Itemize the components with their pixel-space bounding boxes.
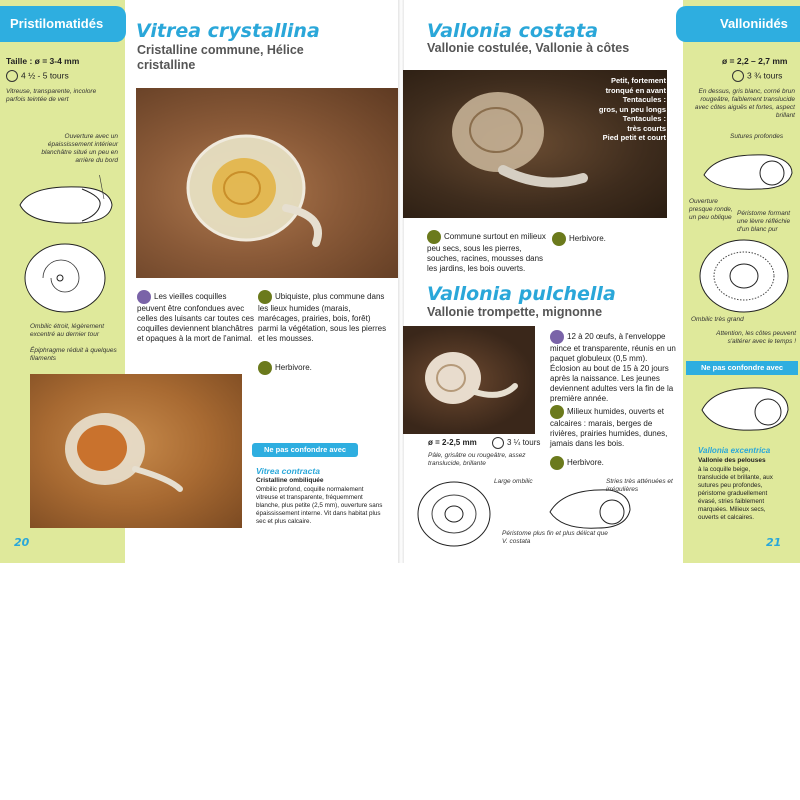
page-number-right: 21 <box>766 536 782 549</box>
shell-side-drawing-right <box>696 145 796 195</box>
shell-bottom-drawing-pulchella <box>414 478 494 550</box>
shell-desc-pulchella: Pâle, grisâtre ou rougeâtre, assez translucide, brillante <box>428 452 526 467</box>
diet-pulchella: Herbivore. <box>550 456 604 470</box>
common-names-costata: Vallonie costulée, Vallonie à côtes <box>427 41 630 55</box>
label-epiphragm: Épiphragme réduit à quelques filaments <box>30 347 117 362</box>
habitat-icon <box>427 230 441 244</box>
spiral-icon <box>492 437 504 449</box>
whorls-label: 4 ½ - 5 tours <box>6 70 69 82</box>
alt-common-left: Cristalline ombiliquée <box>256 477 324 484</box>
sidebar-desc-right: En dessus, gris blanc, corné brun rougeâtre, faiblement translucide avec côtes aiguës et fortes, aspect brillant <box>694 88 795 119</box>
confusion-banner-right: Ne pas confondre avec <box>686 361 798 375</box>
alt-common-right: Vallonie des pelouses <box>698 457 766 464</box>
photo-vitrea-crystallina-2 <box>30 374 242 528</box>
alt-species-left: Vitrea contracta <box>256 466 320 476</box>
species-title-pulchella: Vallonia pulchella <box>427 283 616 305</box>
whorls-right: 3 ¾ tours <box>732 70 782 82</box>
common-names-pulchella: Vallonie trompette, mignonne <box>427 305 603 319</box>
label-warning: Attention, les côtes peuvent s'altérer avec le temps ! <box>716 330 796 345</box>
label-aperture-right: Ouverture presque ronde, un peu oblique <box>689 198 733 221</box>
size-label-right: ø = 2,2 – 2,7 mm <box>722 56 788 66</box>
shell-bottom-drawing-right <box>694 236 794 316</box>
confusion-banner-left: Ne pas confondre avec <box>252 443 358 457</box>
habitat-costata: Commune surtout en milieux peu secs, sous les pierres, souches, racines, mousses dans les jardins, les bois ouverts. <box>427 230 547 274</box>
species-title-costata: Vallonia costata <box>427 20 599 42</box>
photo-caption-costata: Petit, fortement tronqué en avant Tentacules : gros, un peu longs Tentacules : très courts Pied petit et court <box>598 76 666 142</box>
shell-bottom-drawing <box>20 240 110 318</box>
label-sutures: Sutures profondes <box>730 133 784 140</box>
herbivore-icon <box>552 232 566 246</box>
size-pulchella: ø = 2-2,5 mm <box>428 438 477 447</box>
label-peristome-pulchella: Péristome plus fin et plus délicat que V. costata <box>502 530 608 545</box>
photo-vitrea-crystallina <box>136 88 398 278</box>
label-peristome-right: Péristome formant une lèvre réfléchie d'un blanc pur <box>737 210 791 233</box>
family-tab-left: Pristilomatidés <box>0 6 126 42</box>
label-large-umbilic: Large ombilic <box>494 478 533 485</box>
photo-vallonia-pulchella <box>403 326 535 434</box>
label-umbilicus: Ombilic étroit, légèrement excentré au dernier tour <box>30 323 105 338</box>
species-title-left: Vitrea crystallina <box>136 20 320 42</box>
herbivore-icon <box>258 361 272 375</box>
size-label: Taille : ø = 3-4 mm <box>6 56 80 66</box>
common-names-left: Cristalline commune, Hélice cristalline <box>137 43 304 72</box>
alt-species-right: Vallonia excentrica <box>698 446 771 455</box>
herbivore-icon <box>550 456 564 470</box>
shell-drawing-excentrica <box>696 380 792 438</box>
alt-desc-right: à la coquille beige, translucide et brillante, aux sutures peu profondes, péristome graduellement évasé, stries faiblement marquées. Milieux secs, ouverts et calcaires. <box>698 466 773 521</box>
spiral-icon <box>732 70 744 82</box>
sidebar-desc: Vitreuse, transparente, incolore parfois teintée de vert <box>6 88 97 103</box>
label-aperture: Ouverture avec un épaississement intérieur blanchâtre situé un peu en arrière du bord <box>41 133 118 164</box>
whorls-pulchella: 3 ¼ tours <box>492 437 540 449</box>
diet-left: Herbivore. <box>258 361 312 375</box>
text-habitat: Ubiquiste, plus commune dans les lieux humides (marais, marécages, prairies, bois, forêt) parmi la végétation, sous les pierres et les mousses. <box>258 290 390 344</box>
alt-desc-left: Ombilic profond, coquille normalement vitreuse et transparente, fréquemment blanche, plus petite (2,5 mm), ouverture sans épaississement interne. Vit dans habitat plus sec et plus calcaire. <box>256 486 383 525</box>
egg-icon <box>550 330 564 344</box>
shell-side-drawing <box>10 175 118 235</box>
reproduction-pulchella: 12 à 20 œufs, à l'enveloppe mince et transparente, réunis en un paquet globuleux (0,5 mm). Éclosion au bout de 15 à 20 jours après la naissance. Les jeunes deviennent adultes vers la fin de la première année. <box>550 330 678 404</box>
text-confusion: Les vieilles coquilles peuvent être confondues avec celles des luisants car toutes ces coquilles deviennent blanchâtres et opaques à la mort de l'animal. <box>137 290 255 344</box>
page-number-left: 20 <box>14 536 30 549</box>
spiral-icon <box>6 70 18 82</box>
shell-icon <box>137 290 151 304</box>
habitat-icon <box>258 290 272 304</box>
habitat-icon <box>550 405 564 419</box>
family-tab-right: Valloniidés <box>676 6 800 42</box>
label-striae: Stries très atténuées et irrégulières <box>606 478 673 493</box>
label-umbilic-right: Ombilic très grand <box>691 316 744 323</box>
diet-costata: Herbivore. <box>552 232 606 246</box>
habitat-pulchella: Milieux humides, ouverts et calcaires : marais, berges de rivières, prairies humides, dunes, jamais dans les bois. <box>550 405 678 449</box>
